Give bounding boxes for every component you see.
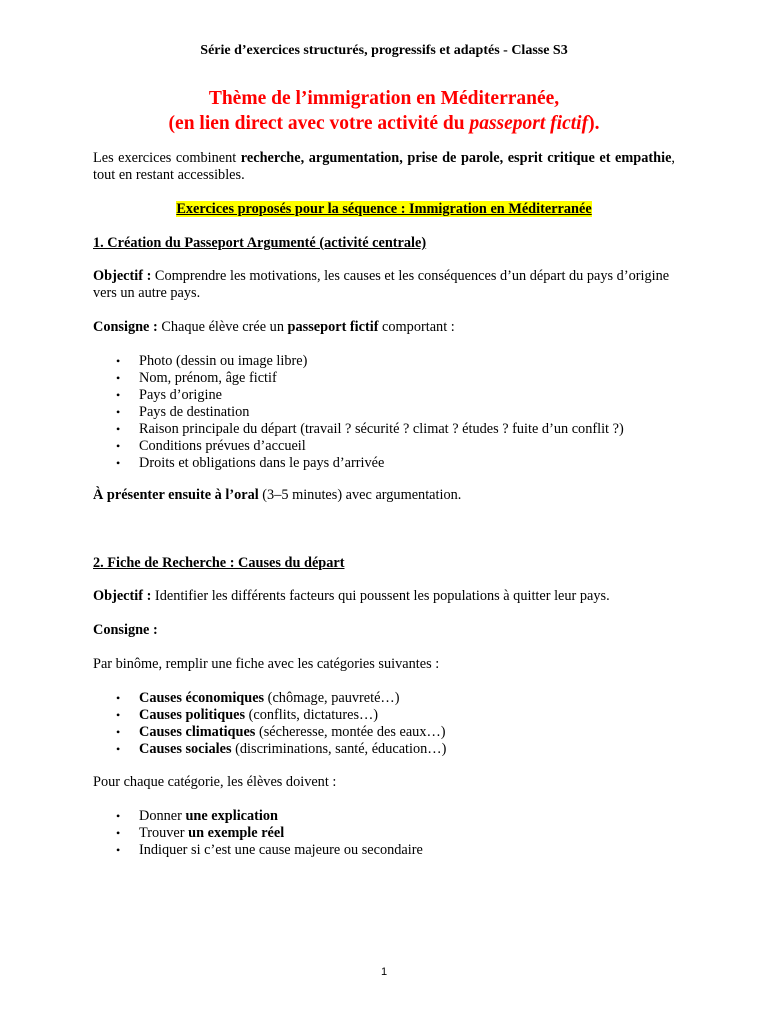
bullet-icon: • — [116, 826, 121, 840]
section2-objectif — [93, 588, 675, 605]
section2-objectif-label: Objectif : — [93, 588, 152, 604]
list-item — [93, 455, 675, 472]
causes-list — [93, 690, 675, 758]
section2-heading-text: 2. Fiche de Recherche : Causes du départ — [93, 555, 345, 571]
section1-consigne-bold: passeport fictif — [287, 319, 379, 335]
bullet-icon: • — [116, 843, 121, 857]
title-line-1: Thème de l’immigration en Méditerranée, — [208, 88, 560, 109]
task-text: Trouver — [139, 825, 189, 841]
section1-objectif — [93, 268, 675, 302]
title-emphasis: passeport fictif — [469, 113, 589, 134]
intro-bold: recherche, argumentation, prise de parole, esprit critique et empathie — [240, 150, 672, 166]
section2-heading — [93, 555, 675, 572]
bullet-icon: • — [116, 725, 121, 739]
title-line-2 — [93, 111, 675, 136]
list-item — [93, 741, 675, 758]
section1-heading — [93, 235, 675, 252]
list-item-text: Droits et obligations dans le pays d’arrivée — [139, 455, 385, 471]
cause-examples: (conflits, dictatures…) — [245, 707, 379, 723]
page-number: 1 — [380, 966, 388, 978]
list-item-text: Nom, prénom, âge fictif — [139, 370, 277, 386]
section1-consigne-text: Chaque élève crée un — [157, 319, 288, 335]
cause-label: Causes politiques — [139, 707, 246, 723]
document-page — [93, 0, 675, 1024]
passport-items-list — [93, 353, 675, 472]
list-item-text: Pays d’origine — [139, 387, 222, 403]
list-item-text: Raison principale du départ (travail ? sécurité ? climat ? études ? fuite d’un conflit ?) — [139, 421, 624, 437]
section2-consigne — [93, 622, 675, 639]
task-bold: une explication — [185, 808, 278, 824]
bullet-icon: • — [116, 371, 121, 385]
cause-examples: (chômage, pauvreté…) — [264, 690, 400, 706]
title-line-2-end: ). — [588, 113, 600, 134]
cause-label: Causes économiques — [139, 690, 265, 706]
list-item — [93, 387, 675, 404]
section1-oral — [93, 487, 675, 504]
bullet-icon: • — [116, 388, 121, 402]
list-item — [93, 808, 675, 825]
section1-objectif-label: Objectif : — [93, 268, 152, 284]
document-title — [93, 86, 675, 136]
intro-text-end: , tout en restant accessibles. — [93, 150, 675, 183]
list-item — [93, 404, 675, 421]
task-text: Donner — [139, 808, 186, 824]
section2-objectif-text: Identifier les différents facteurs qui poussent les populations à quitter leur pays. — [151, 588, 610, 604]
section1-objectif-text: Comprendre les motivations, les causes et les conséquences d’un départ du pays d’origine vers un autre pays. — [93, 268, 670, 301]
list-item — [93, 842, 675, 859]
list-item-text: Conditions prévues d’accueil — [139, 438, 306, 454]
list-item — [93, 707, 675, 724]
list-item — [93, 690, 675, 707]
cause-examples: (discriminations, santé, éducation…) — [231, 741, 447, 757]
title-line-2-start: (en lien direct avec votre activité du — [168, 113, 470, 134]
list-item — [93, 724, 675, 741]
bullet-icon: • — [116, 354, 121, 368]
task-bold: un exemple réel — [188, 825, 285, 841]
intro-paragraph — [93, 150, 675, 184]
list-item — [93, 825, 675, 842]
cause-label: Causes sociales — [139, 741, 232, 757]
sequence-banner-text: Exercices proposés pour la séquence : Immigration en Méditerranée — [176, 201, 592, 217]
task-text: Indiquer si c’est une cause majeure ou secondaire — [139, 842, 423, 858]
section1-consigne-label: Consigne : — [93, 319, 158, 335]
list-item — [93, 353, 675, 370]
list-item — [93, 370, 675, 387]
list-item-text: Pays de destination — [139, 404, 250, 420]
list-item-text: Photo (dessin ou image libre) — [139, 353, 308, 369]
list-item — [93, 421, 675, 438]
section1-consigne — [93, 319, 675, 336]
cause-label: Causes climatiques — [139, 724, 256, 740]
sequence-banner — [93, 201, 675, 218]
section1-heading-text: 1. Création du Passeport Argumenté (activité centrale) — [93, 235, 427, 251]
bullet-icon: • — [116, 691, 121, 705]
intro-text-start: Les exercices combinent — [93, 150, 241, 166]
section2-binome: Par binôme, remplir une fiche avec les catégories suivantes : — [93, 656, 440, 672]
tasks-list — [93, 808, 675, 859]
section1-oral-text: (3–5 minutes) avec argumentation. — [258, 487, 462, 503]
document-header: Série d’exercices structurés, progressifs et adaptés - Classe S3 — [200, 43, 568, 58]
bullet-icon: • — [116, 742, 121, 756]
bullet-icon: • — [116, 422, 121, 436]
section2-consigne-label: Consigne : — [93, 622, 158, 638]
section2-pour-chaque: Pour chaque catégorie, les élèves doivent : — [93, 774, 337, 790]
bullet-icon: • — [116, 456, 121, 470]
list-item — [93, 438, 675, 455]
bullet-icon: • — [116, 439, 121, 453]
section1-consigne-end: comportant : — [378, 319, 455, 335]
bullet-icon: • — [116, 809, 121, 823]
cause-examples: (sécheresse, montée des eaux…) — [255, 724, 446, 740]
bullet-icon: • — [116, 405, 121, 419]
section1-oral-bold: À présenter ensuite à l’oral — [93, 487, 259, 503]
bullet-icon: • — [116, 708, 121, 722]
